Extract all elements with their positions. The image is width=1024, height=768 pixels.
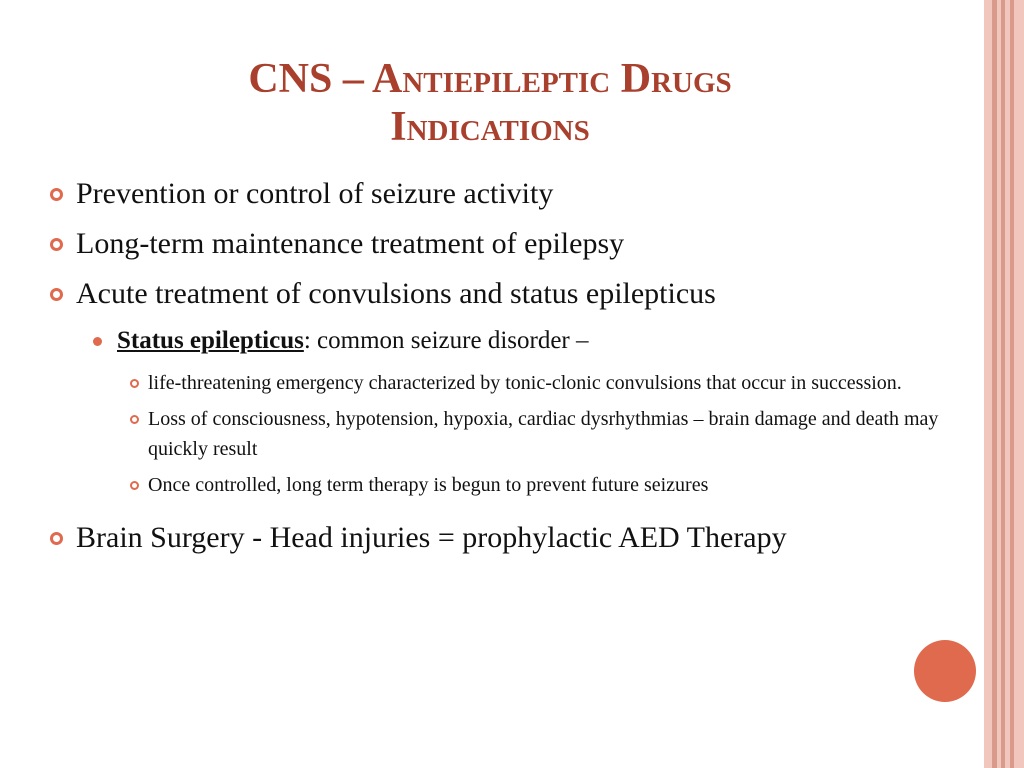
bullet-text: Long-term maintenance treatment of epilepsy: [76, 227, 625, 260]
decorative-circle: [914, 640, 976, 702]
small-ring-bullet-icon: [130, 481, 139, 490]
stripe: [1005, 0, 1010, 768]
bullet-item: [48, 520, 968, 556]
detail-bullet-item: [130, 368, 978, 398]
ring-bullet-icon: [50, 532, 63, 545]
detail-bullet-text: life-threatening emergency characterized by tonic-clonic convulsions that occur in succession.: [148, 372, 902, 394]
bullet-item: [48, 176, 968, 212]
slide-title-line-1: CNS – Antiepileptic Drugs: [248, 56, 732, 102]
detail-bullet-text: Loss of consciousness, hypotension, hypoxia, cardiac dysrhythmias – brain damage and death may quickly result: [148, 408, 939, 460]
stripe: [997, 0, 1001, 768]
detail-bullet-text: Once controlled, long term therapy is begun to prevent future seizures: [148, 474, 709, 496]
sub-bullet-text: : common seizure disorder –: [303, 327, 589, 354]
slide-body: [48, 176, 968, 570]
bullet-text: Brain Surgery - Head injuries = prophylactic AED Therapy: [76, 521, 787, 554]
dot-bullet-icon: [93, 337, 102, 346]
ring-bullet-icon: [50, 188, 63, 201]
slide-title: [60, 55, 920, 151]
bullet-item: [48, 276, 968, 312]
stripe: [1014, 0, 1024, 768]
bullet-item: [48, 226, 968, 262]
detail-bullet-item: [130, 404, 978, 464]
term-status-epilepticus: Status epilepticus: [117, 327, 304, 354]
bullet-text: Acute treatment of convulsions and status epilepticus: [76, 277, 716, 310]
stripe: [984, 0, 992, 768]
sub-bullet-item: [93, 326, 968, 356]
side-stripes-decoration: [984, 0, 1024, 768]
ring-bullet-icon: [50, 288, 63, 301]
small-ring-bullet-icon: [130, 379, 139, 388]
detail-bullet-item: [130, 470, 978, 500]
bullet-text: Prevention or control of seizure activity: [76, 177, 554, 210]
small-ring-bullet-icon: [130, 415, 139, 424]
slide-title-line-2: Indications: [390, 104, 590, 150]
ring-bullet-icon: [50, 238, 63, 251]
